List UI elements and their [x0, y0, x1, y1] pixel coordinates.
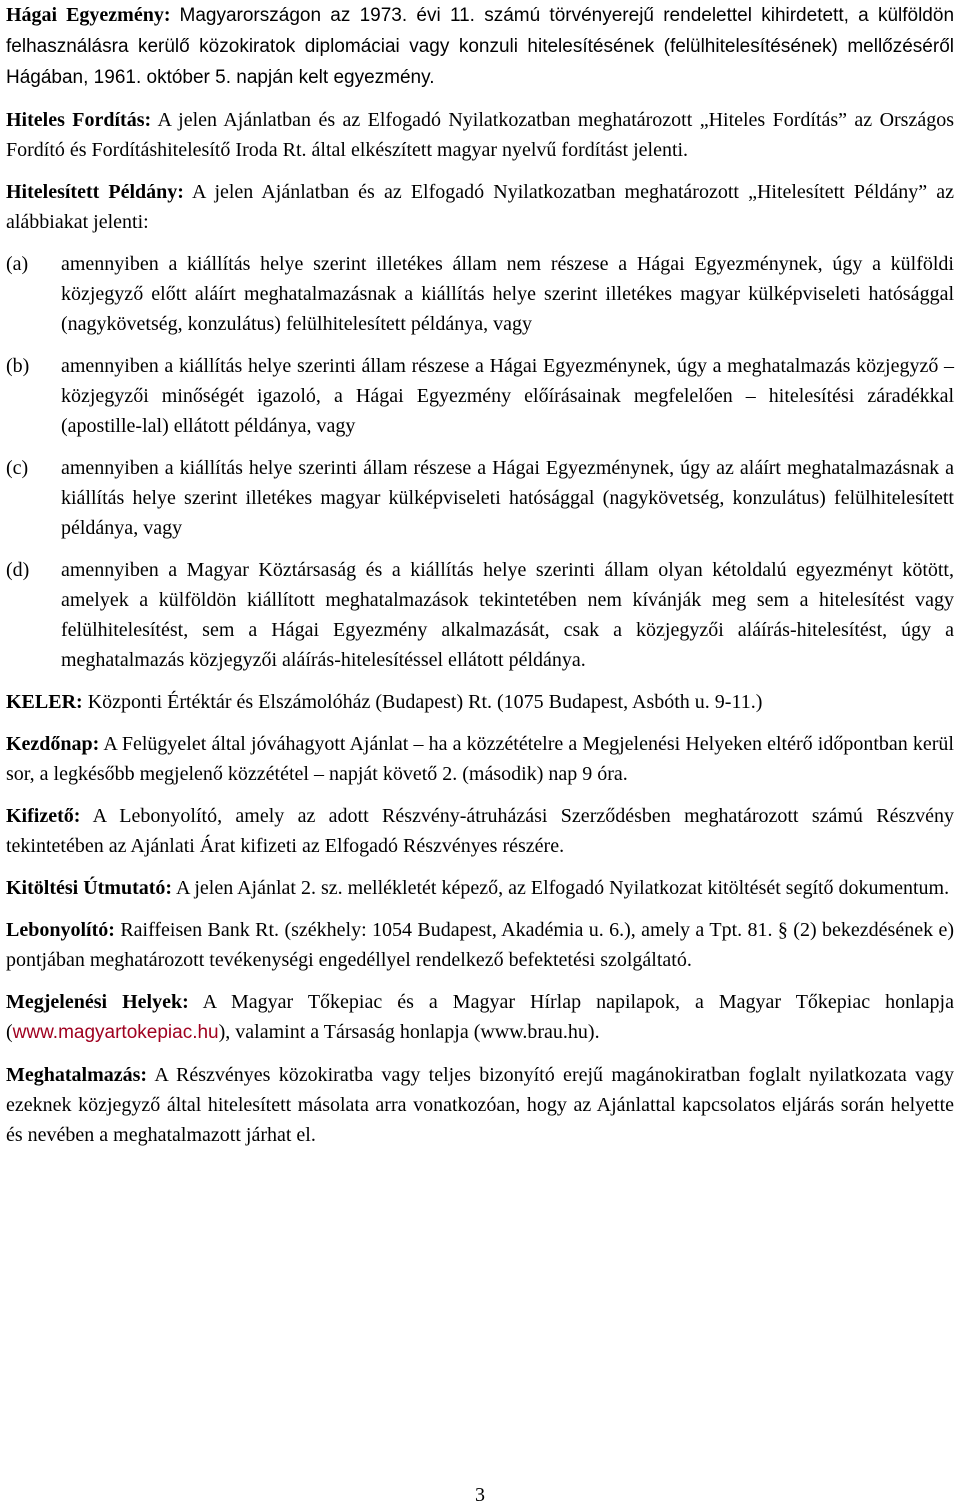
term-label: Megjelenési Helyek:	[6, 991, 189, 1013]
term-label: Kitöltési Útmutató:	[6, 877, 173, 899]
definition-text: A jelen Ajánlatban és az Elfogadó Nyilatkozatban meghatározott „Hitelesített Példány” az alábbiakat jelenti:	[6, 181, 954, 233]
term-label: Lebonyolító:	[6, 919, 115, 941]
term-label: Kifizető:	[6, 805, 81, 827]
definition-text: A Felügyelet által jóváhagyott Ajánlat – ha a közzétételre a Megjelenési Helyeken eltérő időpontban kerül sor, a legkésőbb megjelenő közzététel – napját követő 2. (második) nap 9 óra.	[6, 733, 954, 785]
list-item-text: amennyiben a Magyar Köztársaság és a kiállítás helye szerinti állam olyan kétoldalú egyezményt kötött, amelyek a külföldön kiállított meghatalmazások tekintetében nem kívánják meg sem a hitelesítést vagy felülhitelesítést, sem a Hágai Egyezmény alkalmazását, csak a közjegyzői aláírás-hitelesítést, úgy a meghatalmazás közjegyzői aláírás-hitelesítéssel ellátott példánya.	[61, 559, 954, 671]
definition-text-after: ), valamint a Társaság honlapja (www.brau.hu).	[218, 1021, 600, 1043]
list-item-text: amennyiben a kiállítás helye szerinti állam részese a Hágai Egyezménynek, úgy a meghatalmazás közjegyző – közjegyzői minőségét igazoló, a Hágai Egyezmény előírásainak megfelelően – hitelesítési záradékkal (apostille-lal) ellátott példánya, vagy	[61, 355, 954, 437]
definition-lebonyolito	[6, 915, 954, 975]
term-label: Meghatalmazás:	[6, 1064, 148, 1086]
hitelesitett-peldany-list	[6, 249, 954, 675]
definition-megjelenesi-helyek	[6, 987, 954, 1048]
list-item-label: (a)	[6, 253, 29, 275]
term-label: Hitelesített Példány:	[6, 181, 184, 203]
definition-kitoltesi-utmutato	[6, 873, 954, 903]
list-item	[6, 555, 954, 675]
term-label: Hágai Egyezmény:	[6, 4, 171, 26]
list-item	[6, 453, 954, 543]
definition-kezdonap	[6, 729, 954, 789]
website-link[interactable]: www.magyartokepiac.hu	[12, 1022, 219, 1043]
definition-hitelesitett-peldany	[6, 177, 954, 237]
definition-kifizeto	[6, 801, 954, 861]
definition-text: A jelen Ajánlat 2. sz. mellékletét képező, az Elfogadó Nyilatkozat kitöltését segítő dokumentum.	[175, 877, 950, 899]
definition-text: Központi Értéktár és Elszámolóház (Budapest) Rt. (1075 Budapest, Asbóth u. 9-11.)	[87, 691, 763, 713]
definition-meghatalmazas	[6, 1060, 954, 1150]
list-item-label: (d)	[6, 559, 30, 581]
list-item	[6, 351, 954, 441]
definition-keler	[6, 687, 954, 717]
list-item-text: amennyiben a kiállítás helye szerint illetékes állam nem részese a Hágai Egyezménynek, úgy a külföldi közjegyző előtt aláírt meghatalmazásnak a kiállítás helye szerint illetékes magyar külképviseleti hatósággal (nagykövetség, konzulátus) felülhitelesített példánya, vagy	[61, 253, 954, 335]
page-number: 3	[475, 1484, 485, 1506]
definition-text: Raiffeisen Bank Rt. (székhely: 1054 Budapest, Akadémia u. 6.), amely a Tpt. 81. § (2) bekezdésének e) pontjában meghatározott tevékenységi engedéllyel rendelkező befektetési szolgáltató.	[6, 919, 954, 971]
term-label: Hiteles Fordítás:	[6, 109, 152, 131]
definition-text: Magyarországon az 1973. évi 11. számú törvényerejű rendelettel kihirdetett, a külföldön felhasználásra kerülő közokiratok diplomáciai vagy konzuli hitelesítésének (felülhitelesítésének) mellőzéséről Hágában, 1961. október 5. napján kelt egyezmény.	[6, 5, 955, 88]
definition-text-before: A Magyar Tőkepiac és a Magyar Hírlap napilapok, a Magyar Tőkepiac honlapja (	[6, 991, 954, 1043]
term-label: KELER:	[6, 691, 83, 713]
list-item-label: (b)	[6, 355, 30, 377]
list-item-text: amennyiben a kiállítás helye szerinti állam részese a Hágai Egyezménynek, úgy az aláírt meghatalmazásnak a kiállítás helye szerint illetékes magyar külképviseleti hatósággal (nagykövetség, konzulátus) felülhitelesített példánya, vagy	[61, 457, 954, 539]
definition-hiteles-forditas	[6, 105, 954, 165]
list-item-label: (c)	[6, 457, 29, 479]
list-item	[6, 249, 954, 339]
definition-text: A Lebonyolító, amely az adott Részvény-átruházási Szerződésben meghatározott számú Részvény tekintetében az Ajánlati Árat kifizeti az Elfogadó Részvényes részére.	[6, 805, 954, 857]
definition-text: A Részvényes közokiratba vagy teljes bizonyító erejű magánokiratban foglalt nyilatkozata vagy ezeknek közjegyző által hitelesített másolata arra vonatkozóan, hogy az Ajánlattal kapcsolatos eljárás során helyette és nevében a meghatalmazott járhat el.	[6, 1064, 954, 1146]
definition-text: A jelen Ajánlatban és az Elfogadó Nyilatkozatban meghatározott „Hiteles Fordítás” az Országos Fordító és Fordításhitelesítő Iroda Rt. által elkészített magyar nyelvű fordítást jelenti.	[6, 109, 954, 161]
term-label: Kezdőnap:	[6, 733, 100, 755]
definition-hagai-egyezmeny	[6, 0, 954, 93]
